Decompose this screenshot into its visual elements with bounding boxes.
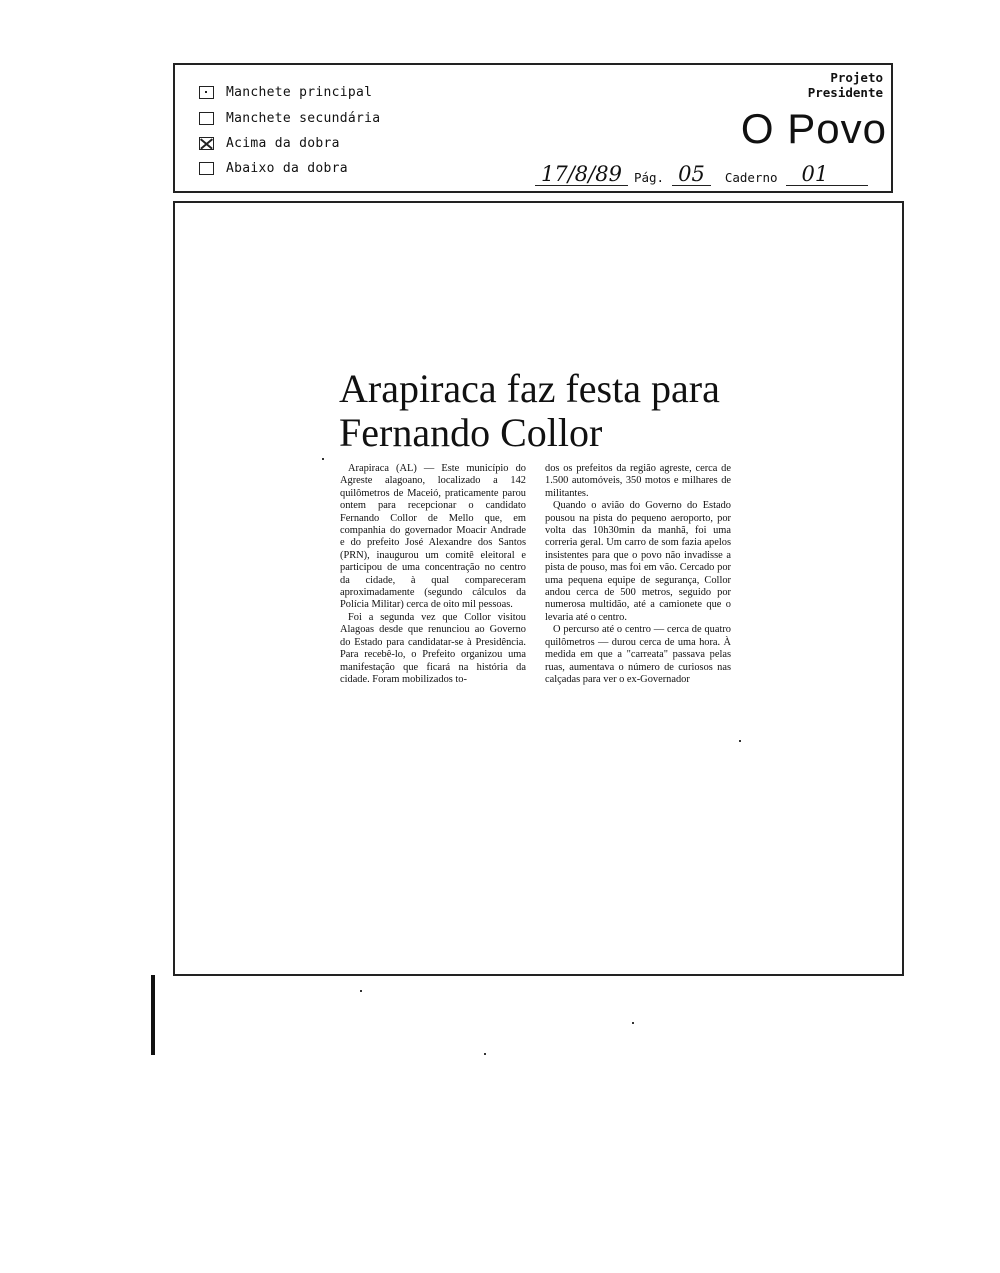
- scan-edge-mark: [151, 975, 155, 1055]
- checkbox-label: Manchete secundária: [226, 111, 381, 126]
- scan-speck: [322, 458, 324, 460]
- section-label: Caderno: [724, 170, 778, 185]
- paragraph: O percurso até o centro — cerca de quatro quilômetros — durou cerca de uma hora. À medida em que a "carreata" passava pelas ruas, aumentava o número de curiosos nas calçadas para ver o ex-Governador: [545, 624, 731, 685]
- scan-speck: [360, 990, 362, 992]
- project-label: [808, 70, 883, 100]
- checkbox-box[interactable]: [199, 112, 214, 125]
- project-line-1: Projeto: [830, 70, 883, 85]
- clipping-metadata: [535, 163, 868, 186]
- paragraph: Arapiraca (AL) — Este município do Agreste alagoano, localizado a 142 quilômetros de Maceió, praticamente parou ontem para recepcionar o candidato Fernando Collor de Mello que, em companhia do governador Moacir Andrade e do prefeito José Alexandre dos Santos (PRN), inaugurou um comitê eleitoral e participou de uma concentração no centro da cidade, à qual compareceram aproximadamente (segundo cálculos da Polícia Militar) cerca de oito mil pessoas.: [340, 463, 526, 611]
- newspaper-name: O Povo: [740, 105, 887, 152]
- section-value: 01: [786, 163, 869, 186]
- checkbox-abaixo-da-dobra[interactable]: [199, 161, 348, 176]
- checkbox-label: Manchete principal: [226, 85, 373, 100]
- checkbox-label: Acima da dobra: [226, 136, 340, 151]
- clipping-header: [173, 63, 893, 193]
- paragraph: dos os prefeitos da região agreste, cerca de 1.500 automóveis, 350 motos e milhares de militantes.: [545, 463, 731, 499]
- date-value: 17/8/89: [535, 163, 628, 186]
- project-line-2: Presidente: [807, 85, 883, 100]
- checkbox-manchete-secundaria[interactable]: [199, 111, 380, 126]
- article-column-1: [340, 463, 526, 686]
- checkbox-box[interactable]: [199, 86, 214, 99]
- page-value: 05: [672, 163, 711, 186]
- paragraph: Quando o avião do Governo do Estado pousou na pista do pequeno aeroporto, por volta das 10h30min da manhã, foi uma correria geral. Um carro de som fazia apelos insistentes para que o povo não invadisse a pista de pouso, mas foi em vão. Cercado por uma pequena equipe de segurança, Collor andou cerca de 500 metros, seguido por numerosa multidão, até a camionete que o levaria até o centro.: [545, 500, 731, 623]
- page-label: Pág.: [633, 170, 665, 185]
- checkbox-box-checked[interactable]: [199, 137, 214, 150]
- clipping-body: [173, 201, 904, 976]
- scan-speck: [632, 1022, 634, 1024]
- checkbox-manchete-principal[interactable]: [199, 85, 372, 100]
- checkbox-label: Abaixo da dobra: [226, 161, 348, 176]
- scan-speck: [739, 740, 741, 742]
- checkbox-acima-da-dobra[interactable]: [199, 136, 340, 151]
- article-column-2: [545, 463, 731, 686]
- scan-speck: [484, 1053, 486, 1055]
- checkbox-box[interactable]: [199, 162, 214, 175]
- article-headline: Arapiraca faz festa para Fernando Collor: [339, 366, 720, 455]
- paragraph: Foi a segunda vez que Collor visitou Alagoas desde que renunciou ao Governo do Estado para candidatar-se à Presidência. Para recebê-lo, o Prefeito organizou uma manifestação que ficará na história da cidade. Foram mobilizados to-: [340, 611, 526, 685]
